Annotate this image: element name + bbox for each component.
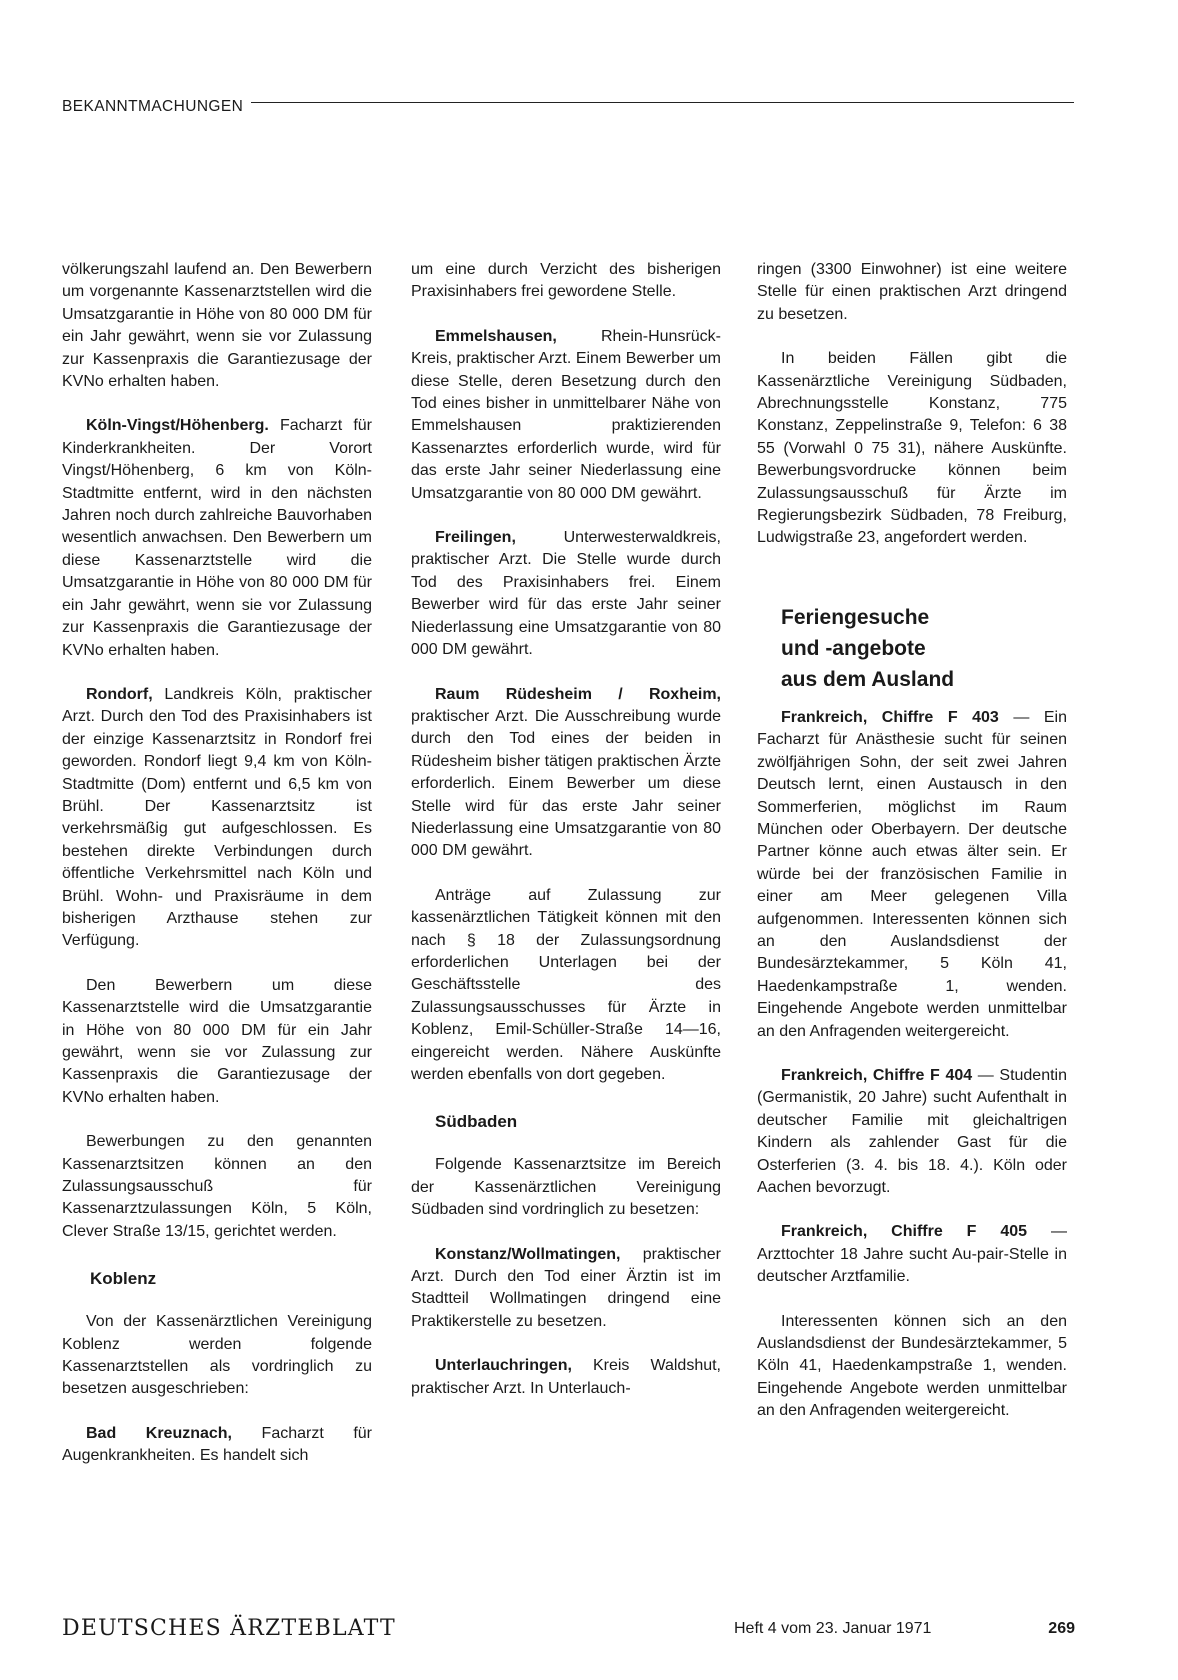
entry-koeln-vingst bbox=[62, 415, 372, 661]
running-header bbox=[62, 98, 1074, 122]
entry-text: praktischer Arzt. Die Ausschreibung wurde durch den Tod eines der beiden in Rüdesheim bisher tätigen praktischen Ärzte erforderlich. Einem Bewerber um diese Stelle wird für das erste Jahr seiner Niederlassung eine Umsatzgarantie von 80 000 DM gewährt. bbox=[411, 707, 721, 860]
entry-lead: Köln-Vingst/Höhenberg. bbox=[86, 417, 269, 435]
entry-lead: Freilingen, bbox=[435, 529, 516, 547]
ad-f403 bbox=[757, 707, 1067, 1043]
entry-text: Unterwesterwaldkreis, praktischer Arzt. Die Stelle wurde durch Tod des Praxisinhabers frei. Einem Bewerber wird für das erste Jahr seiner Niederlassung eine Umsatzgarantie von 80 000 DM gewährt. bbox=[411, 529, 721, 659]
ad-text: — Arzttochter 18 Jahre sucht Au-pair-Stelle in deutscher Arztfamilie. bbox=[757, 1223, 1067, 1286]
column-1 bbox=[62, 259, 372, 1490]
heading-line: Feriengesuche bbox=[781, 605, 930, 629]
ad-f405 bbox=[757, 1221, 1067, 1288]
paragraph-contact: Interessenten können sich an den Auslandsdienst der Bundesärztekammer, 5 Köln 41, Haedenkampstraße 1, wenden. Eingehende Angebote werden unmittelbar an den Anfragenden weitergereicht. bbox=[757, 1312, 1067, 1420]
ad-lead: Frankreich, Chiffre F 404 bbox=[781, 1066, 973, 1084]
section-label: BEKANNTMACHUNGEN bbox=[62, 98, 251, 116]
paragraph-population: völkerungszahl laufend an. Den Bewerbern um vorgenannte Kassenarztstellen wird die Umsatzgarantie in Höhe von 80 000 DM für ein Jahr gewährt, wenn sie vor Zulassung zur Kassenpraxis die Garantiezusage der KVNo erhalten haben. bbox=[62, 261, 372, 391]
entry-lead: Unterlauchringen, bbox=[435, 1357, 572, 1375]
entry-bad-kreuznach bbox=[62, 1423, 372, 1468]
paragraph-information: In beiden Fällen gibt die Kassenärztliche Vereinigung Südbaden, Abrechnungsstelle Konstanz, 775 Konstanz, Zeppelinstraße 9, Telefon: 6 38 55 (Vorwahl 0 75 31), nähere Auskünfte. Bewerbungsvordrucke können beim Zulassungsausschuß für Ärzte im Regierungsbezirk Südbaden, 78 Freiburg, Ludwigstraße 23, angefordert werden. bbox=[757, 350, 1067, 547]
column-3 bbox=[757, 259, 1067, 1445]
entry-lead: Rondorf, bbox=[86, 685, 153, 703]
publication-title: DEUTSCHES ÄRZTEBLATT bbox=[62, 1616, 396, 1641]
paragraph-koblenz-intro: Von der Kassenärztlichen Vereinigung Koblenz werden folgende Kassenarztstellen als vordringlich zu besetzen ausgeschrieben: bbox=[62, 1313, 372, 1398]
entry-text: Facharzt für Kinderkrankheiten. Der Vorort Vingst/Höhenberg, 6 km von Köln-Stadtmitte entfernt, wird in den nächsten Jahren noch durch zahlreiche Bauvorhaben wesentlich anwachsen. Den Bewerbern um diese Kassenarztstelle wird die Umsatzgarantie in Höhe von 80 000 DM für ein Jahr gewährt, wenn sie vor Zulassung zur Kassenpraxis die Garantiezusage der KVNo erhalten haben. bbox=[62, 417, 372, 659]
entry-rondorf bbox=[62, 684, 372, 953]
subheading-suedbaden: Südbaden bbox=[435, 1112, 518, 1132]
entry-lead: Emmelshausen, bbox=[435, 327, 557, 345]
page-number: 269 bbox=[1048, 1620, 1075, 1637]
entry-lead: Konstanz/Wollmatingen, bbox=[435, 1245, 621, 1263]
entry-text: praktischer Arzt. Durch den Tod einer Ärztin ist im Stadtteil Wollmatingen dringend eine Praktikerstelle zu besetzen. bbox=[411, 1245, 721, 1330]
entry-konstanz bbox=[411, 1244, 721, 1334]
heading-line: aus dem Ausland bbox=[781, 667, 955, 691]
entry-lead: Raum Rüdesheim / Roxheim, bbox=[435, 685, 721, 703]
paragraph-applications-koblenz: Anträge auf Zulassung zur kassenärztlichen Tätigkeit können mit den nach § 18 der Zulassungsordnung erforderlichen Unterlagen bei der Geschäftsstelle des Zulassungsausschusses für Ärzte in Koblenz, Emil-Schüller-Straße 14—16, eingereicht werden. Nähere Auskünfte werden ebenfalls von dort gegeben. bbox=[411, 886, 721, 1083]
subheading-koblenz: Koblenz bbox=[90, 1269, 157, 1289]
ad-lead: Frankreich, Chiffre F 403 bbox=[781, 708, 999, 726]
entry-text: Facharzt für Augenkrankheiten. Es handelt sich bbox=[62, 1424, 372, 1465]
paragraph-applications: Bewerbungen zu den genannten Kassenarztsitzen können an den Zulassungsausschuß für Kassenarztzulassungen Köln, 5 Köln, Clever Straße 13/15, gerichtet werden. bbox=[62, 1133, 372, 1240]
entry-text: Kreis Waldshut, praktischer Arzt. In Unterlauch- bbox=[411, 1357, 721, 1397]
column-2 bbox=[411, 259, 721, 1422]
issue-info: Heft 4 vom 23. Januar 1971 bbox=[734, 1620, 932, 1637]
ad-lead: Frankreich, Chiffre F 405 bbox=[781, 1223, 1028, 1241]
ad-text: — Studentin (Germanistik, 20 Jahre) sucht Aufenthalt in deutscher Familie mit gleichaltrigen Kindern als zahlender Gast für die Osterferien (3. 4. bis 18. 4.). Köln oder Aachen bevorzugt. bbox=[757, 1066, 1068, 1196]
entry-emmelshausen bbox=[411, 326, 721, 505]
ad-text: — Ein Facharzt für Anästhesie sucht für seinen zwölfjährigen Sohn, der seit zwei Jahren Deutsch lernt, einen Austausch in den Sommerferien, möglichst im Raum München oder Oberbayern. Der deutsche Partner könne auch etwas älter sein. Er würde bei der französischen Familie in einer am Meer gelegenen Villa aufgenommen. Interessenten können sich an den Auslandsdienst der Bundesärztekammer, 5 Köln 41, Haedenkampstraße 1, wenden. Eingehende Angebote werden unmittelbar an den Anfragenden weitergereicht. bbox=[757, 708, 1068, 1040]
entry-text: Rhein-Hunsrück-Kreis, praktischer Arzt. Einem Bewerber um diese Stelle, deren Besetzung durch den Tod eines bisher in unmittelbarer Nähe von Emmelshausen praktizierenden Kassenarztes erforderlich wurde, wird für das erste Jahr seiner Niederlassung eine Umsatzgarantie von 80 000 DM gewährt. bbox=[411, 327, 721, 502]
entry-text: Landkreis Köln, praktischer Arzt. Durch den Tod des Praxisinhabers ist der einzige Kassenarztsitz in Rondorf frei geworden. Rondorf liegt 9,4 km von Köln-Stadtmitte (Dom) entfernt und 6,5 km von Brühl. Der Kassenarztsitz ist verkehrsmäßig gut aufgeschlossen. Es bestehen direkte Verbindungen durch öffentliche Verkehrsmittel nach Köln und Brühl. Wohn- und Praxisräume in dem bisherigen Arzthause stehen zur Verfügung. bbox=[62, 685, 372, 950]
entry-unterlauchringen bbox=[411, 1355, 721, 1400]
paragraph-guarantee: Den Bewerbern um diese Kassenarztstelle wird die Umsatzgarantie in Höhe von 80 000 DM für ein Jahr gewährt, wenn sie vor Zulassung zur Kassenpraxis die Garantiezusage der KVNo erhalten haben. bbox=[62, 976, 372, 1106]
heading-holiday-exchange bbox=[781, 602, 1067, 695]
entry-ruedesheim bbox=[411, 684, 721, 863]
heading-line: und -angebote bbox=[781, 636, 926, 660]
paragraph-continuation: ringen (3300 Einwohner) ist eine weitere Stelle für einen praktischen Arzt dringend zu besetzen. bbox=[757, 261, 1067, 323]
entry-lead: Bad Kreuznach, bbox=[86, 1424, 233, 1442]
paragraph-continuation: um eine durch Verzicht des bisherigen Praxisinhabers frei gewordene Stelle. bbox=[411, 261, 721, 301]
paragraph-suedbaden-intro: Folgende Kassenarztsitze im Bereich der Kassenärztlichen Vereinigung Südbaden sind vordringlich zu besetzen: bbox=[411, 1156, 721, 1219]
entry-freilingen bbox=[411, 527, 721, 661]
page-footer bbox=[62, 1616, 1075, 1648]
ad-f404 bbox=[757, 1065, 1067, 1199]
